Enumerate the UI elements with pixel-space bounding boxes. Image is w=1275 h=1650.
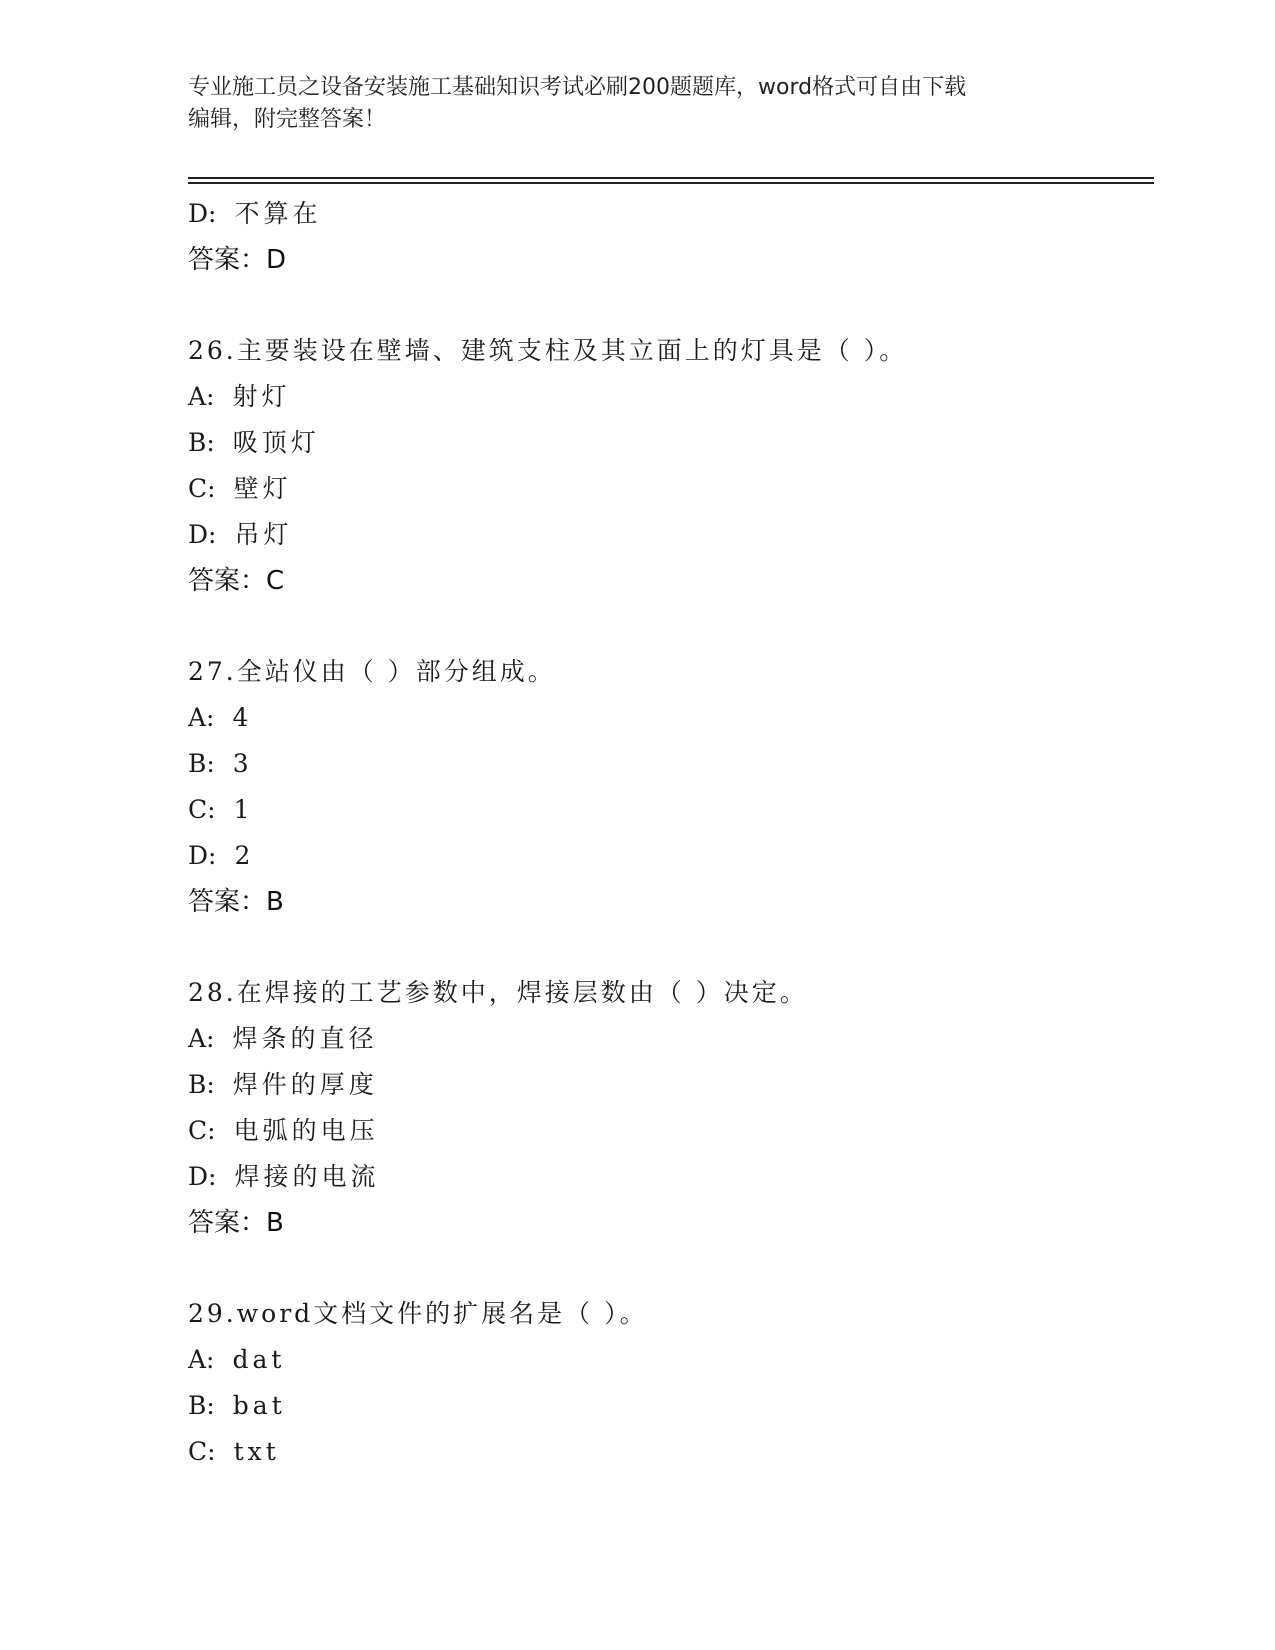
- option-d: [188, 833, 1148, 879]
- option-text: 射灯: [232, 382, 291, 411]
- option-label: A:: [188, 382, 215, 411]
- option-a: [188, 695, 1148, 741]
- option-b: [188, 1062, 1148, 1108]
- spacer: [188, 925, 1148, 970]
- option-text: dat: [232, 1345, 286, 1374]
- question-stem: 28.在焊接的工艺参数中，焊接层数由（ ）决定。: [188, 978, 808, 1007]
- option-text: 吸顶灯: [232, 428, 320, 457]
- question-stem: 26.主要装设在壁墙、建筑支柱及其立面上的灯具是（ ）。: [188, 336, 908, 365]
- option-d: [188, 512, 1148, 558]
- option-text: 2: [234, 841, 255, 870]
- option-label: A:: [188, 1024, 215, 1053]
- option-label: C:: [188, 474, 216, 503]
- option-d: [188, 1154, 1148, 1200]
- option-text: 不算在: [234, 199, 322, 228]
- option-text: 焊件的厚度: [232, 1070, 378, 1099]
- option-c: [188, 466, 1148, 512]
- option-label: C:: [188, 795, 216, 824]
- option-label: C:: [188, 1116, 216, 1145]
- answer: 答案：D: [188, 245, 287, 275]
- answer: 答案：B: [188, 1208, 284, 1238]
- option-label: D:: [188, 841, 217, 870]
- header-title-line-2: 编辑，附完整答案！: [188, 107, 387, 132]
- option-text: 1: [233, 795, 254, 824]
- option-text: 电弧的电压: [233, 1116, 379, 1145]
- option-c: [188, 1429, 1148, 1475]
- option-label: D:: [188, 199, 217, 228]
- header-divider-top: [188, 177, 1154, 179]
- option-text: 壁灯: [233, 474, 292, 503]
- option-label: D:: [188, 520, 217, 549]
- spacer: [188, 604, 1148, 649]
- option-label: A:: [188, 703, 215, 732]
- option-a: [188, 1337, 1148, 1383]
- option-text: bat: [232, 1391, 286, 1420]
- option-label: B:: [188, 1070, 215, 1099]
- question-list: [188, 191, 1148, 1475]
- option-text: 4: [232, 703, 253, 732]
- header-divider-bottom: [188, 182, 1154, 184]
- option-label: B:: [188, 428, 215, 457]
- option-a: [188, 374, 1148, 420]
- option-text: txt: [233, 1437, 280, 1466]
- option-text: 焊接的电流: [234, 1162, 380, 1191]
- header-title-line-1: 专业施工员之设备安装施工基础知识考试必刷200题题库，word格式可自由下载: [188, 75, 967, 100]
- question-stem: 27.全站仪由（ ）部分组成。: [188, 657, 556, 686]
- option-text: 焊条的直径: [232, 1024, 378, 1053]
- option-label: D:: [188, 1162, 217, 1191]
- document-header: [188, 72, 1088, 136]
- option-b: [188, 420, 1148, 466]
- option-label: A:: [188, 1345, 215, 1374]
- option-label: B:: [188, 1391, 215, 1420]
- spacer: [188, 1246, 1148, 1291]
- option-a: [188, 1016, 1148, 1062]
- option-c: [188, 1108, 1148, 1154]
- option-b: [188, 1383, 1148, 1429]
- option-d: [188, 191, 1148, 237]
- option-label: C:: [188, 1437, 216, 1466]
- option-text: 3: [232, 749, 253, 778]
- question-stem: 29.word文档文件的扩展名是（ ）。: [188, 1299, 648, 1328]
- spacer: [188, 283, 1148, 328]
- option-text: 吊灯: [234, 520, 293, 549]
- answer: 答案：C: [188, 566, 285, 596]
- answer: 答案：B: [188, 887, 284, 917]
- option-b: [188, 741, 1148, 787]
- option-label: B:: [188, 749, 215, 778]
- option-c: [188, 787, 1148, 833]
